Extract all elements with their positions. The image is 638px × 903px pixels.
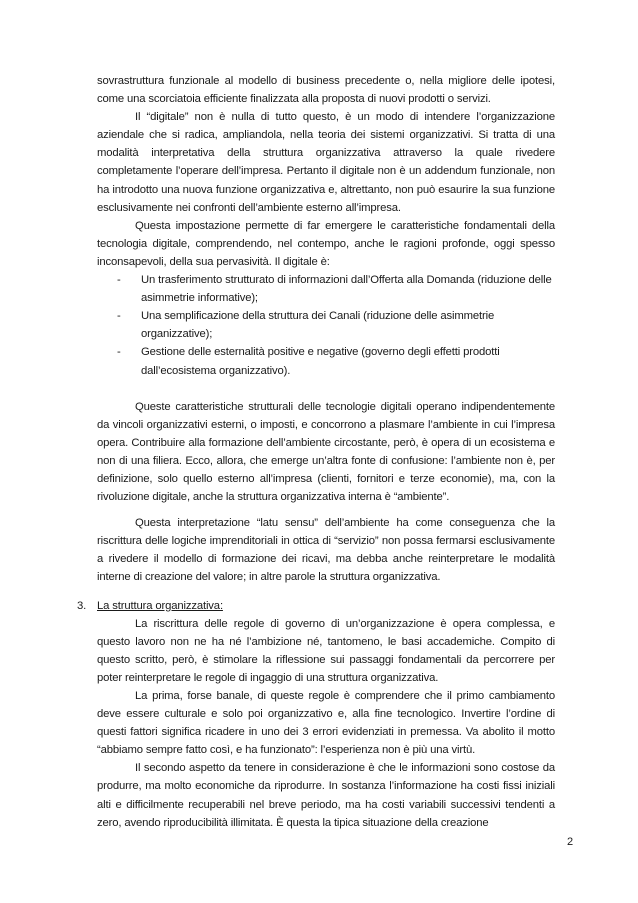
bullet-dash: -	[117, 346, 121, 359]
list-item-text: Gestione delle esternalità positive e negative (governo degli effetti prodotti dall’ecosistema organizzativo).	[141, 346, 500, 377]
section-number: 3.	[77, 599, 87, 612]
paragraph-impostazione: Questa impostazione permette di far emergere le caratteristiche fondamentali della tecnologia digitale, comprendendo, nel contempo, anche le ragioni profonde, oggi spesso inconsapevoli, della sua pervasività. Il digitale è:	[97, 219, 555, 268]
list-item-text: Una semplificazione della struttura dei Canali (riduzione delle asimmetrie organizzative);	[141, 310, 495, 341]
section-title: La struttura organizzativa:	[97, 599, 223, 612]
list-item	[97, 343, 555, 379]
paragraph-latu-sensu: Questa interpretazione “latu sensu” dell’ambiente ha come conseguenza che la riscrittura delle logiche imprenditoriali in ottica di “servizio” non possa fermarsi esclusivamente a rivedere il modello di formazione dei ricavi, ma debba anche reinterpretare le modalità interne di creazione del valore; in altre parole la struttura organizzativa.	[97, 517, 555, 584]
paragraph-digitale: Il “digitale” non è nulla di tutto questo, è un modo di intendere l’organizzazione aziendale che si radica, ampliandola, nella teoria dei sistemi organizzativi. Si tratta di una modalità interpretativa della struttura organizzativa attraverso la quale rivedere completamente l’operare dell’impresa. Pertanto il digitale non è un addendum funzionale, non ha introdotto una nuova funzione organizzativa e, altrettanto, non può esaurire la sua funzione esclusivamente nei confronti dell’ambiente esterno all’impresa.	[97, 111, 555, 214]
paragraph-caratteristiche: Queste caratteristiche strutturali delle tecnologie digitali operano indipendentemente da vincoli organizzativi esterni, o imposti, e concorrono a plasmare l’ambiente in cui l’impresa opera. Contribuire alla formazione dell’ambiente circostante, però, è opera di un ecosistema e non di una filiera. Ecco, allora, che emerge un’altra fonte di confusione: l’ambiente non è, per definizione, solo quello esterno all’impresa (clienti, fornitori e terze economie), ma, con la rivoluzione digitale, anche la struttura organizzativa interna è “ambiente”.	[97, 400, 555, 504]
bullet-dash: -	[117, 310, 121, 323]
page-body	[77, 72, 555, 832]
section-3	[77, 597, 555, 832]
section-heading	[77, 597, 555, 615]
bullet-dash: -	[117, 274, 121, 287]
section-paragraph: Il secondo aspetto da tenere in considerazione è che le informazioni sono costose da produrre, ma molto economiche da riprodurre. In sostanza l’informazione ha costi fissi iniziali alti e difficilmente recuperabili nel breve periodo, ma ha costi variabili successivi tendenti a zero, avendo riproducibilità illimitata. È questa la tipica situazione della creazione	[97, 762, 555, 829]
bullet-list	[97, 271, 555, 380]
section-paragraph: La prima, forse banale, di queste regole è comprendere che il primo cambiamento deve essere culturale e solo poi organizzativo e, alla fine tecnologico. Invertire l’ordine di questi fattori significa ricadere in uno dei 3 errori evidenziati in premessa. Va abolito il motto “abbiamo sempre fatto così, e ha funzionato”: l’esperienza non è più una virtù.	[97, 690, 555, 757]
paragraph-continuation: sovrastruttura funzionale al modello di business precedente o, nella migliore delle ipotesi, come una scorciatoia efficiente finalizzata alla proposta di nuovi prodotti o servizi.	[97, 75, 555, 106]
list-item	[97, 307, 555, 343]
list-item-text: Un trasferimento strutturato di informazioni dall’Offerta alla Domanda (riduzione delle asimmetrie informative);	[141, 274, 552, 305]
section-paragraph: La riscrittura delle regole di governo di un’organizzazione è opera complessa, e questo lavoro non ne ha né l’ambizione né, tantomeno, le basi accademiche. Compito di questo scritto, però, è stimolare la riflessione sui passaggi fondamentali da percorrere per poter reinterpretare le regole di ingaggio di una struttura organizzativa.	[97, 617, 555, 684]
list-item	[97, 271, 555, 307]
page-number: 2	[567, 836, 574, 848]
